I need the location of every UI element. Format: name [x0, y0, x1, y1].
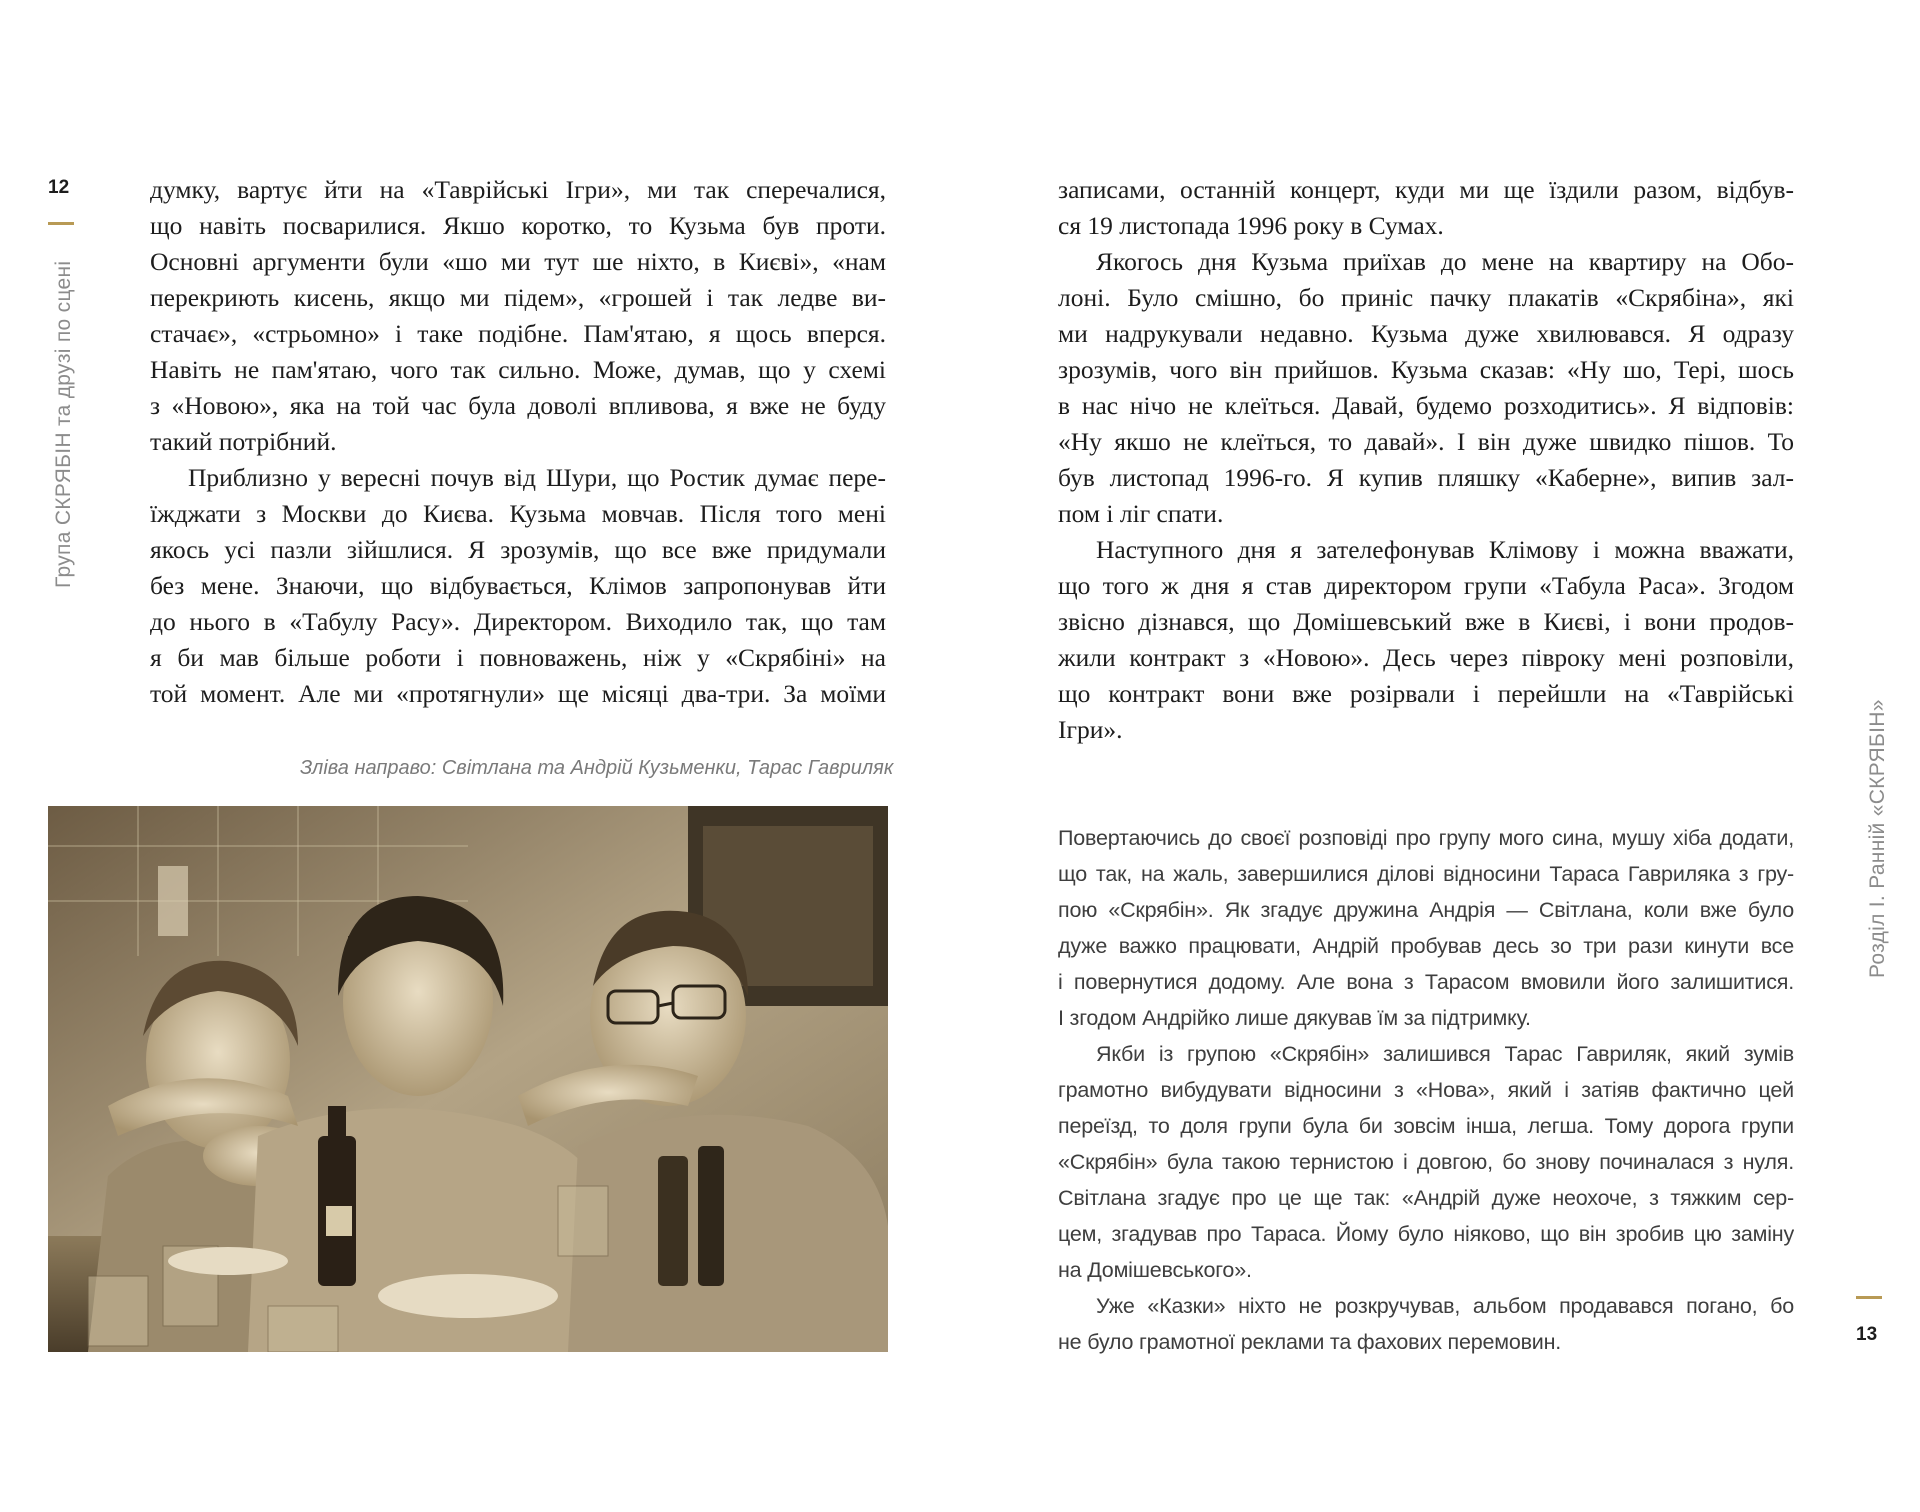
right-paragraph-1: [1058, 172, 1794, 244]
text-line: Наступного дня я зателефонував Клімову і можна вважати,: [1096, 535, 1794, 564]
text-line: не було грамотної реклами та фахових перемовин.: [1058, 1330, 1562, 1354]
text-line: Уже «Казки» ніхто не розкручував, альбом продавався погано, бо: [1096, 1294, 1794, 1318]
text-line: був листопад 1996-го. Я купив пляшку «Каберне», випив зал-: [1058, 463, 1794, 492]
text-line: Приблизно у вересні почув від Шури, що Ростик думає пере-: [188, 463, 886, 492]
page-number-left: 12: [48, 177, 70, 198]
text-line: ся 19 листопада 1996 року в Сумах.: [1058, 211, 1444, 240]
text-line: що навіть посварилися. Якшо коротко, то Кузьма був проти.: [150, 211, 886, 240]
running-head-right: Розділ І. Ранній «СКРЯБІН»: [1866, 699, 1889, 978]
text-line: що того ж дня я став директором групи «Табула Раса». Згодом: [1058, 571, 1794, 600]
text-line: думку, вартує йти на «Таврійські Ігри», ми так сперечалися,: [150, 175, 886, 204]
page-number-right: 13: [1856, 1324, 1878, 1345]
commentary-paragraph-2: [1058, 1036, 1794, 1288]
text-line: в нас нічо не клеїться. Давай, будемо розходитись». Я відповів:: [1058, 391, 1794, 420]
left-paragraph-2: [150, 460, 886, 712]
text-line: Основні аргументи були «шо ми тут ше ніхто, в Києві», «нам: [150, 247, 886, 276]
text-line: І згодом Андрійко лише дякував їм за підтримку.: [1058, 1006, 1531, 1030]
text-line: без мене. Знаючи, що відбувається, Клімов запропонував йти: [150, 571, 886, 600]
text-line: лоні. Було смішно, бо приніс пачку плакатів «Скрябіна», які: [1058, 283, 1794, 312]
text-line: той момент. Але ми «протягнули» ще місяці два-три. За моїми: [150, 679, 886, 708]
accent-rule-right: [1856, 1296, 1882, 1299]
text-line: я би мав більше роботи і повноважень, ніж у «Скрябіні» на: [150, 643, 886, 672]
text-line: звісно дізнався, що Домішевський вже в Києві, і вони продов-: [1058, 607, 1794, 636]
text-line: їжджати з Москви до Києва. Кузьма мовчав. Після того мені: [150, 499, 886, 528]
text-line: Якби із групою «Скрябін» залишився Тарас Гавриляк, який зумів: [1096, 1042, 1794, 1066]
text-line: «Ну якшо не клеїться, то давай». І він дуже швидко пішов. То: [1058, 427, 1794, 456]
running-head-left: Група СКРЯБІН та друзі по сцені: [52, 260, 75, 588]
photo-caption: Зліва направо: Світлана та Андрій Кузьменки, Тарас Гавриляк: [300, 757, 894, 779]
text-line: якось усі пазли зійшлися. Я зрозумів, що все вже придумали: [150, 535, 886, 564]
text-line: Світлана згадує про це ще так: «Андрій дуже неохоче, з тяжким сер-: [1058, 1186, 1794, 1210]
text-line: що так, на жаль, завершилися ділові відносини Тараса Гавриляка з гру-: [1058, 862, 1794, 886]
text-line: «Скрябін» була такою тернистою і довгою, бо знову починалася з нуля.: [1058, 1150, 1794, 1174]
text-line: Ігри».: [1058, 715, 1123, 744]
text-line: до нього в «Табулу Расу». Директором. Виходило так, що там: [150, 607, 886, 636]
sepia-photo: [48, 806, 888, 1352]
text-line: на Домішевського».: [1058, 1258, 1252, 1282]
text-line: що контракт вони вже розірвали і перейшли на «Таврійські: [1058, 679, 1794, 708]
text-line: ми надрукували недавно. Кузьма дуже хвилювався. Я одразу: [1058, 319, 1794, 348]
right-paragraph-3: [1058, 532, 1794, 748]
commentary-paragraph-1: [1058, 820, 1794, 1036]
text-line: пом і ліг спати.: [1058, 499, 1224, 528]
left-paragraph-1: [150, 172, 886, 460]
text-line: записами, останній концерт, куди ми ще їздили разом, відбув-: [1058, 175, 1794, 204]
text-line: пою «Скрябін». Як згадує дружина Андрія — Світлана, коли вже було: [1058, 898, 1794, 922]
text-line: і повернутися додому. Але вона з Тарасом вмовили його залишитися.: [1058, 970, 1794, 994]
commentary-paragraph-3: [1058, 1288, 1794, 1360]
text-line: Повертаючись до своєї розповіді про групу мого сина, мушу хіба додати,: [1058, 826, 1794, 850]
text-line: зрозумів, чого він прийшов. Кузьма сказав: «Ну шо, Тері, шось: [1058, 355, 1794, 384]
text-line: Якогось дня Кузьма приїхав до мене на квартиру на Обо-: [1096, 247, 1794, 276]
text-line: жили контракт з «Новою». Десь через півроку мені розповіли,: [1058, 643, 1794, 672]
text-line: такий потрібний.: [150, 427, 337, 456]
text-line: стачає», «стрьомно» і таке подібне. Пам'ятаю, я щось вперся.: [150, 319, 886, 348]
text-line: з «Новою», яка на той час була доволі впливова, я вже не буду: [150, 391, 886, 420]
text-line: переїзд, то доля групи була би зовсім інша, легша. Тому дорога групи: [1058, 1114, 1794, 1138]
text-line: дуже важко працювати, Андрій пробував десь зо три рази кинути все: [1058, 934, 1794, 958]
right-paragraph-2: [1058, 244, 1794, 532]
text-line: перекриють кисень, якщо ми підем», «грошей і так ледве ви-: [150, 283, 886, 312]
text-line: цем, згадував про Тараса. Йому було ніяково, що він зробив цю заміну: [1058, 1222, 1794, 1246]
text-line: Навіть не пам'ятаю, чого так сильно. Може, думав, що у схемі: [150, 355, 886, 384]
accent-rule-left: [48, 222, 74, 225]
text-line: грамотно вибудувати відносини з «Нова», який і затіяв фактично цей: [1058, 1078, 1794, 1102]
